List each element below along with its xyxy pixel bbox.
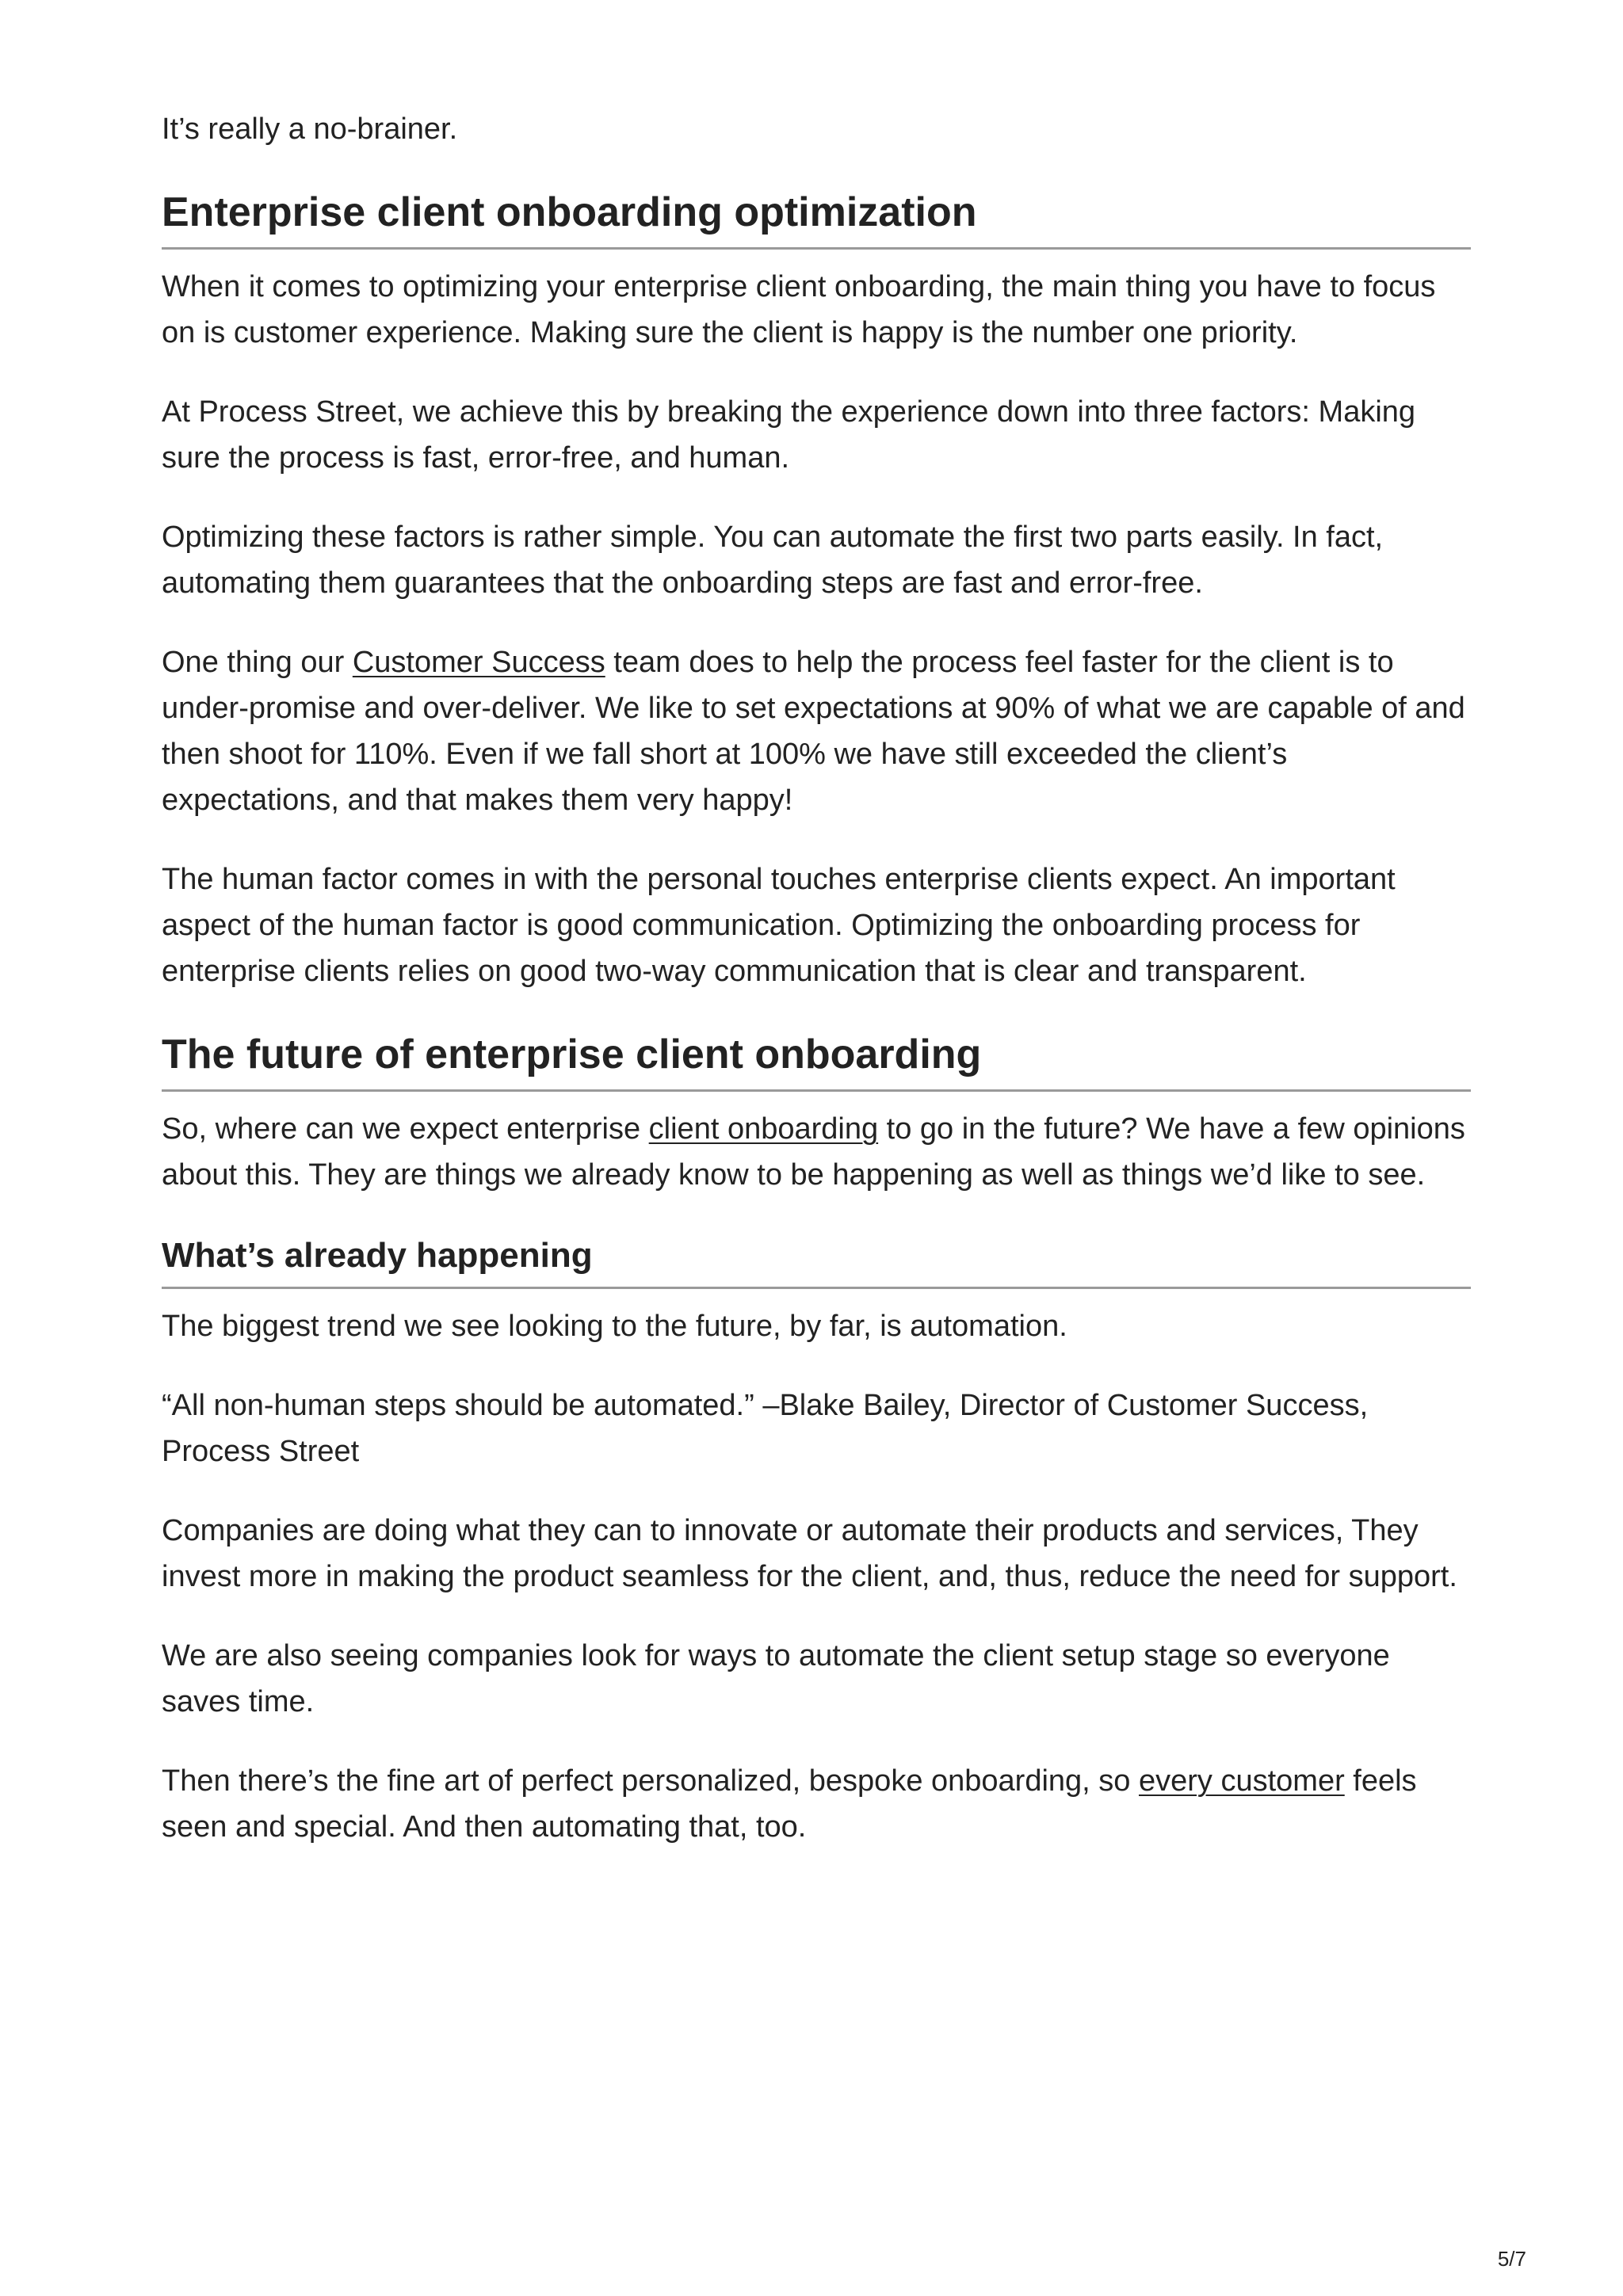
paragraph-text: Then there’s the fine art of perfect personalized, bespoke onboarding, so <box>162 1764 1139 1798</box>
paragraph-text: team does to help the process feel faster for the client is to under-promise and over-deliver. We like to set expectations at 90% of what we are capable of and then shoot for 110%. Even if we fall short at 100% we have still exceeded the client’s expectations, and that makes them very happy! <box>162 646 1465 817</box>
heading-divider <box>162 247 1471 250</box>
paragraph: Optimizing these factors is rather simple. You can automate the first two parts easily. In fact, automating them guarantees that the onboarding steps are fast and error-free. <box>162 521 1384 600</box>
quote-paragraph: “All non-human steps should be automated.” –Blake Bailey, Director of Customer Success, Process Street <box>162 1389 1369 1468</box>
paragraph-text: So, where can we expect enterprise <box>162 1112 649 1146</box>
paragraph-text: One thing our <box>162 646 353 679</box>
every-customer-link[interactable]: every customer <box>1138 1764 1345 1798</box>
paragraph: The biggest trend we see looking to the future, by far, is automation. <box>162 1310 1067 1343</box>
paragraph-text: feels seen and special. And then automating that, too. <box>162 1764 1417 1844</box>
customer-success-link[interactable]: Customer Success <box>352 646 605 679</box>
paragraph <box>162 1758 1471 1850</box>
paragraph: The human factor comes in with the personal touches enterprise clients expect. An important aspect of the human factor is good communication. Optimizing the onboarding process for enterprise clients relies on good two-way communication that is clear and transparent. <box>162 863 1396 988</box>
heading-onboarding-optimization: Enterprise client onboarding optimization <box>162 189 977 235</box>
page-number: 5/7 <box>1497 2247 1526 2271</box>
heading-already-happening: What’s already happening <box>162 1236 593 1275</box>
paragraph <box>162 639 1471 823</box>
client-onboarding-link[interactable]: client onboarding <box>648 1112 879 1146</box>
document-page <box>162 106 1471 1850</box>
paragraph-text: to go in the future? We have a few opinions about this. They are things we already know to be happening as well as things we’d like to see. <box>162 1112 1465 1192</box>
paragraph: At Process Street, we achieve this by breaking the experience down into three factors: Making sure the process is fast, error-free, and human. <box>162 395 1416 475</box>
paragraph: Companies are doing what they can to innovate or automate their products and services, They invest more in making the product seamless for the client, and, thus, reduce the need for support. <box>162 1514 1457 1593</box>
heading-divider <box>162 1287 1471 1289</box>
paragraph: When it comes to optimizing your enterprise client onboarding, the main thing you have to focus on is customer experience. Making sure the client is happy is the number one priority. <box>162 270 1436 349</box>
paragraph: We are also seeing companies look for ways to automate the client setup stage so everyone saves time. <box>162 1639 1390 1718</box>
heading-future-onboarding: The future of enterprise client onboarding <box>162 1032 982 1077</box>
paragraph <box>162 1106 1471 1198</box>
intro-text: It’s really a no-brainer. <box>162 113 458 146</box>
heading-divider <box>162 1089 1471 1092</box>
